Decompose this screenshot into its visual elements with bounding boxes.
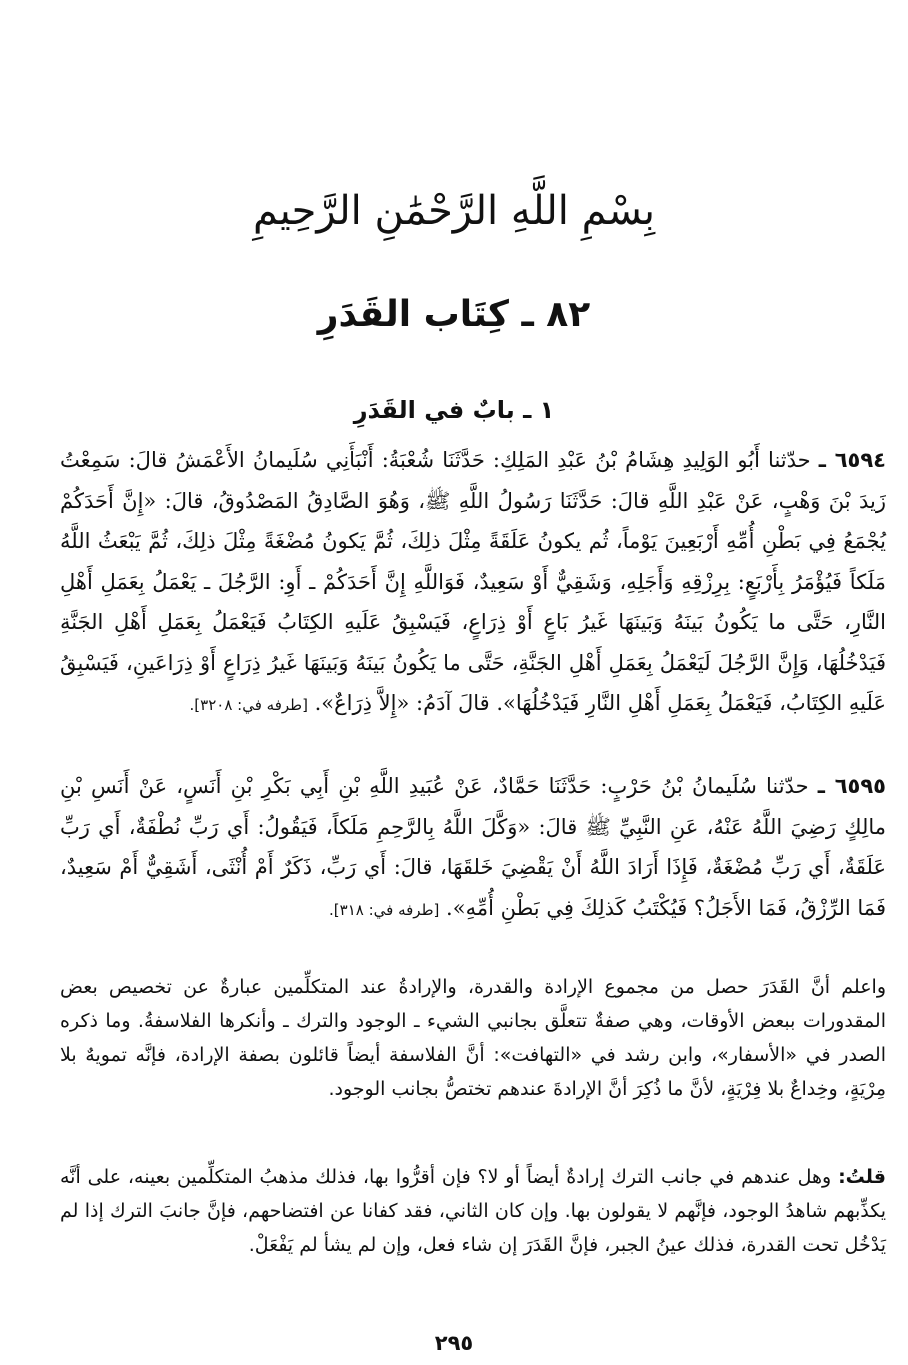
commentary-paragraph-2	[60, 1160, 886, 1262]
hadith-6594	[60, 440, 886, 726]
page-number: ٢٩٥	[434, 1331, 474, 1355]
hadith-reference: [طرفه في: ٣١٨].	[329, 900, 440, 919]
basmala-heading: بِسْمِ اللَّهِ الرَّحْمَٰنِ الرَّحِيمِ	[252, 188, 656, 234]
commentary-paragraph: واعلم أنَّ القَدَرَ حصل من مجموع الإرادة والقدرة، والإرادةُ عند المتكلِّمين عبارةٌ عن تخصيص بعض المقدورات ببعض الأوقات، وهي صفةٌ تتعلَّق بجانبي الشيء ـ الوجود والترك ـ وأنكرها الفلاسفةُ. وما ذكره الصدر في «الأسفار»، وابن رشد في «التهافت»: أنَّ الفلاسفة أيضاً قائلون بصفة الإرادة، فإنَّه تمويهٌ بلا مِرْيَةٍ، وخِداعٌ بلا فِرْيَةٍ، لأنَّ ما ذُكِرَ أنَّ الإرادةَ عندهم تختصُّ بجانب الوجود.	[60, 976, 886, 1100]
hadith-reference: [طرفه في: ٣٢٠٨].	[189, 696, 308, 714]
commentary-text: وهل عندهم في جانب الترك إرادةٌ أيضاً أو لا؟ فإن أقرُّوا بها، فذلك مذهبُ المتكلِّمين بعينه، على أنَّه يكذِّبهم شاهدُ الوجود، فإنَّهم لا يقولون بها. وإن كان الثاني، فقد كفانا عن افتضاحهم، فإنَّ جانبَ الترك إذا لم يَدْخُل تحت القدرة، فذلك عينُ الجبر، فإنَّ القَدَرَ إن شاء فعل، وإن لم يشأ لم يَفْعَلْ.	[60, 1166, 886, 1256]
book-title: ٨٢ ـ كِتَاب القَدَرِ	[317, 294, 591, 335]
hadith-number: ٦٥٩٤ ـ	[818, 448, 886, 472]
hadith-text: حدّثنا سُلَيمانُ بْنُ حَرْبٍ: حَدَّثَنَا حَمَّادٌ، عَنْ عُبَيدِ اللَّهِ بْنِ أَبِي بَكْرِ بْنِ أَنَسٍ، عَنْ أَنَسِ بْنِ مالِكٍ رَضِيَ اللَّهُ عَنْهُ، عَنِ النَّبِيِّ ﷺ قالَ: «وَكَّلَ اللَّهُ بِالرَّحِمِ مَلَكاً، فَيَقُولُ: أَي رَبِّ نُطْفَةٌ، أَي رَبِّ عَلَقَةٌ، أَي رَبِّ مُضْغَةٌ، فَإِذَا أَرَادَ اللَّهُ أَنْ يَقْضِيَ خَلقَهَا، قالَ: أَي رَبِّ، ذَكَرٌ أَمْ أُنْثَى، أَشَقِيٌّ أَمْ سَعِيدٌ، فَمَا الرِّزْقُ، فَمَا الأَجَلُ؟ فَيُكْتَبُ كَذلِكَ فِي بَطْنِ أُمِّهِ».	[60, 774, 886, 920]
hadith-text: حدّثنا أَبُو الوَلِيدِ هِشَامُ بْنُ عَبْدِ المَلِكِ: حَدَّثَنَا شُعْبَةُ: أَنْبَأَنِي سُلَيمانُ الأَعْمَشُ قالَ: سَمِعْتُ زَيدَ بْنَ وَهْبٍ، عَنْ عَبْدِ اللَّهِ قالَ: حَدَّثَنَا رَسُولُ اللَّهِ ﷺ، وَهُوَ الصَّادِقُ المَصْدُوقُ، قالَ: «إِنَّ أَحَدَكُمْ يُجْمَعُ فِي بَطْنِ أُمِّهِ أَرْبَعِينَ يَوْماً، ثُم يكونُ عَلَقَةً مِثْلَ ذلِكَ، ثُمَّ يَكونُ مُضْغَةً مِثْلَ ذلِكَ، ثُمَّ يَبْعَثُ اللَّهُ مَلَكاً فَيُؤْمَرُ بِأَرْبَعٍ: بِرِزْقِهِ وَأَجَلِهِ، وَشَقِيٌّ أَوْ سَعِيدٌ، فَوَاللَّهِ إِنَّ أَحَدَكُمْ ـ أَوِ: الرَّجُلَ ـ يَعْمَلُ بِعَمَلِ أَهْلِ النَّارِ، حَتَّى ما يَكُونُ بَينَهُ وَبَينَهَا غَيرُ بَاعٍ أَوْ ذِرَاعٍ، فَيَسْبِقُ عَلَيهِ الكِتَابُ فَيَعْمَلُ بِعَمَلِ أَهْلِ الجَنَّةِ فَيَدْخُلُهَا، وَإِنَّ الرَّجُلَ لَيَعْمَلُ بِعَمَلِ أَهْلِ الجَنَّةِ، حَتَّى ما يَكُونُ بَينَهُ وَبَينَهَا غَيرُ ذِرَاعٍ أَوْ ذِرَاعَينِ، فَيَسْبِقُ عَلَيهِ الكِتَابُ، فَيَعْمَلُ بِعَمَلِ أَهْلِ النَّارِ فَيَدْخُلُهَا». قالَ آدَمُ: «إِلاَّ ذِرَاعٌ».	[60, 448, 886, 715]
chapter-title: ١ ـ بابٌ في القَدَرِ	[353, 396, 555, 424]
commentary-lead: قلتُ:	[838, 1166, 886, 1188]
hadith-6595	[60, 766, 886, 930]
hadith-number: ٦٥٩٥ ـ	[817, 774, 886, 798]
